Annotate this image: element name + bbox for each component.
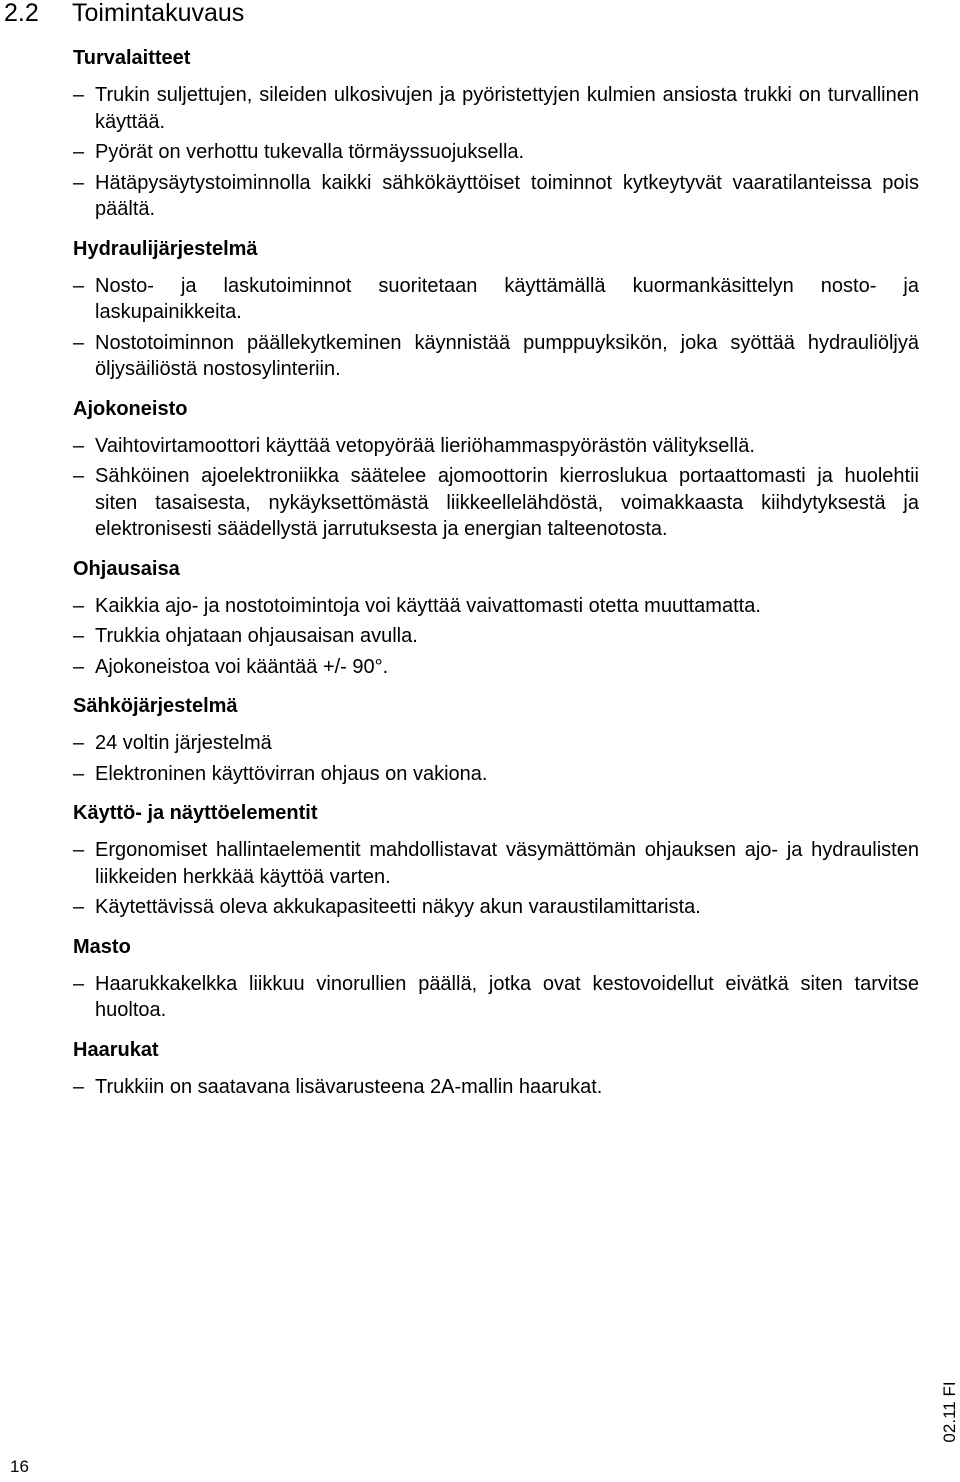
dash-bullet: – (73, 274, 85, 297)
section-title-ohjausaisa: Ohjausaisa (73, 557, 180, 580)
list-item-text: Trukkia ohjataan ohjausaisan avulla. (95, 625, 418, 647)
list-item-text: Sähköinen ajoelektroniikka säätelee ajomoottorin kierroslukua portaattomasti ja huolehtii siten tasaisesta, nykäyksettömästä liikkeellelähdöstä, voimakkaasta kiihdytyksestä ja elektronisesti säädellystä jarrutuksesta ja energian talteenotosta. (95, 465, 919, 540)
page-heading (4, 0, 244, 26)
dash-bullet: – (73, 465, 85, 487)
list-item (73, 971, 919, 1024)
list-ajokoneisto (73, 433, 919, 543)
list-item (73, 170, 919, 223)
dash-bullet: – (73, 972, 85, 995)
page-title: Toimintakuvaus (72, 0, 245, 27)
dash-bullet: – (73, 594, 85, 617)
list-item (73, 654, 919, 681)
list-item-text: Nosto- ja laskutoiminnot suoritetaan käyttämällä kuormankäsittelyn nosto- ja laskupainikkeita. (95, 274, 919, 323)
list-item (73, 730, 919, 757)
list-item-text: 24 voltin järjestelmä (95, 732, 272, 754)
dash-bullet: – (73, 84, 85, 106)
list-item-text: Ergonomiset hallintaelementit mahdollistavat väsymättömän ohjauksen ajo- ja hydraulisten liikkeiden herkkää käyttöä varten. (95, 839, 919, 888)
list-item (73, 463, 919, 543)
list-item (73, 330, 919, 383)
list-item (73, 623, 919, 650)
document-code-text: 02.11 FI (940, 1381, 959, 1443)
section-title-haarukat: Haarukat (73, 1038, 159, 1061)
dash-bullet: – (73, 331, 85, 354)
list-item (73, 1074, 919, 1101)
list-masto (73, 971, 919, 1024)
dash-bullet: – (73, 171, 85, 194)
list-item-text: Hätäpysäytystoiminnolla kaikki sähkökäyttöiset toiminnot kytkeytyvät vaaratilanteissa pois päältä. (95, 171, 919, 220)
list-item-text: Haarukkakelkka liikkuu vinorullien päällä, jotka ovat kestovoidellut eivätkä siten tarvitse huoltoa. (95, 972, 919, 1021)
list-item (73, 761, 919, 788)
dash-bullet: – (73, 732, 85, 754)
dash-bullet: – (73, 141, 85, 163)
section-title-ajokoneisto: Ajokoneisto (73, 397, 188, 420)
list-item (73, 894, 919, 921)
list-item (73, 82, 919, 135)
section-title-kaytto-ja-nayttoelementit: Käyttö- ja näyttöelementit (73, 802, 318, 824)
list-turvalaitteet (73, 82, 919, 223)
dash-bullet: – (73, 896, 85, 918)
dash-bullet: – (73, 434, 85, 457)
section-title-masto: Masto (73, 935, 131, 958)
list-item (73, 139, 919, 166)
dash-bullet: – (73, 655, 85, 678)
list-item-text: Elektroninen käyttövirran ohjaus on vakiona. (95, 762, 488, 785)
list-item (73, 433, 919, 460)
list-item (73, 837, 919, 890)
section-title-turvalaitteet: Turvalaitteet (73, 47, 191, 69)
document-body (73, 44, 919, 1100)
section-title-hydraulijarjestelma: Hydraulijärjestelmä (73, 237, 258, 260)
list-item-text: Nostotoiminnon päällekytkeminen käynnistää pumppuyksikön, joka syöttää hydrauliöljyä öljysäiliöstä nostosylinteriin. (95, 331, 919, 380)
dash-bullet: – (73, 762, 85, 785)
list-item (73, 273, 919, 326)
document-code (938, 1362, 960, 1462)
list-item-text: Käytettävissä oleva akkukapasiteetti näkyy akun varaustilamittarista. (95, 896, 701, 918)
page-number: 16 (10, 1457, 29, 1476)
list-hydraulijarjestelma (73, 273, 919, 383)
list-item-text: Ajokoneistoa voi kääntää +/- 90°. (95, 655, 389, 678)
section-number: 2.2 (4, 0, 39, 27)
list-kaytto-ja-nayttoelementit (73, 837, 919, 921)
list-haarukat (73, 1074, 919, 1101)
list-item-text: Trukkiin on saatavana lisävarusteena 2A-mallin haarukat. (95, 1075, 603, 1098)
list-item-text: Pyörät on verhottu tukevalla törmäyssuojuksella. (95, 141, 525, 163)
dash-bullet: – (73, 625, 85, 647)
section-title-sahkojarjestelma: Sähköjärjestelmä (73, 695, 238, 717)
dash-bullet: – (73, 1075, 85, 1098)
list-item-text: Kaikkia ajo- ja nostotoimintoja voi käyttää vaivattomasti otetta muuttamatta. (95, 594, 761, 617)
list-sahkojarjestelma (73, 730, 919, 787)
list-item (73, 593, 919, 620)
list-item-text: Vaihtovirtamoottori käyttää vetopyörää lieriöhammaspyörästön välityksellä. (95, 434, 755, 457)
list-ohjausaisa (73, 593, 919, 681)
list-item-text: Trukin suljettujen, sileiden ulkosivujen ja pyöristettyjen kulmien ansiosta trukki on turvallinen käyttää. (95, 84, 919, 133)
dash-bullet: – (73, 839, 85, 861)
